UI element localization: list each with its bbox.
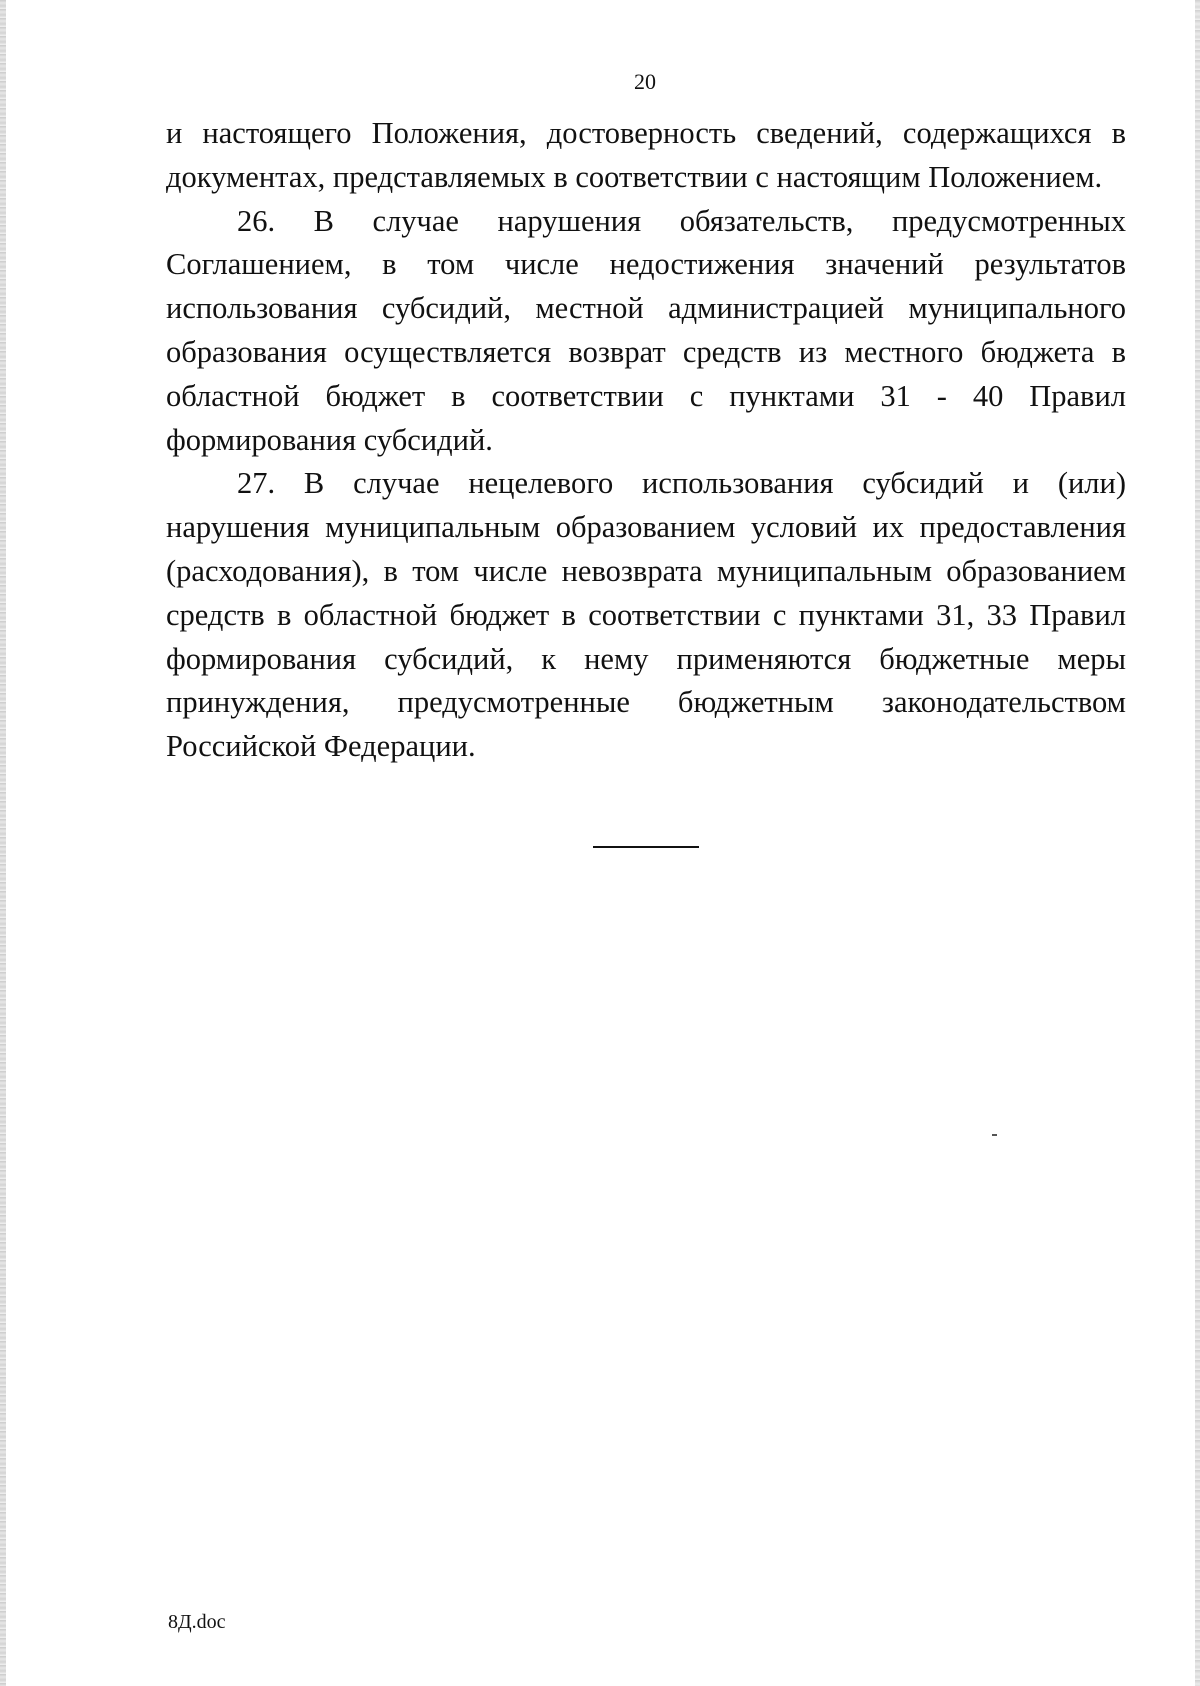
end-separator-line — [593, 846, 699, 848]
paragraph-27: 27. В случае нецелевого использования субсидий и (или) нарушения муниципальным образованием условий их предоставления (расходования), в том числе невозврата муниципальным образованием средств в областной бюджет в соответствии с пунктами 31, 33 Правил формирования субсидий, к нему применяются бюджетные меры принуждения, предусмотренные бюджетным законодательством Российской Федерации. — [166, 466, 1126, 764]
scan-edge-left — [0, 0, 6, 1686]
scan-edge-right — [1195, 0, 1200, 1686]
footer-filename: 8Д.doc — [168, 1611, 226, 1633]
paragraph-26: 26. В случае нарушения обязательств, предусмотренных Соглашением, в том числе недостижения значений результатов использования субсидий, местной администрацией муниципального образования осуществляется возврат средств из местного бюджета в областной бюджет в соответствии с пунктами 31 - 40 Правил формирования субсидий. — [166, 203, 1126, 457]
page-number: 20 — [634, 69, 656, 94]
paragraph-continuation: и настоящего Положения, достоверность сведений, содержащихся в документах, представляемых в соответствии с настоящим Положением. — [166, 116, 1126, 194]
scan-speck — [992, 1134, 997, 1136]
document-body — [166, 112, 1126, 769]
